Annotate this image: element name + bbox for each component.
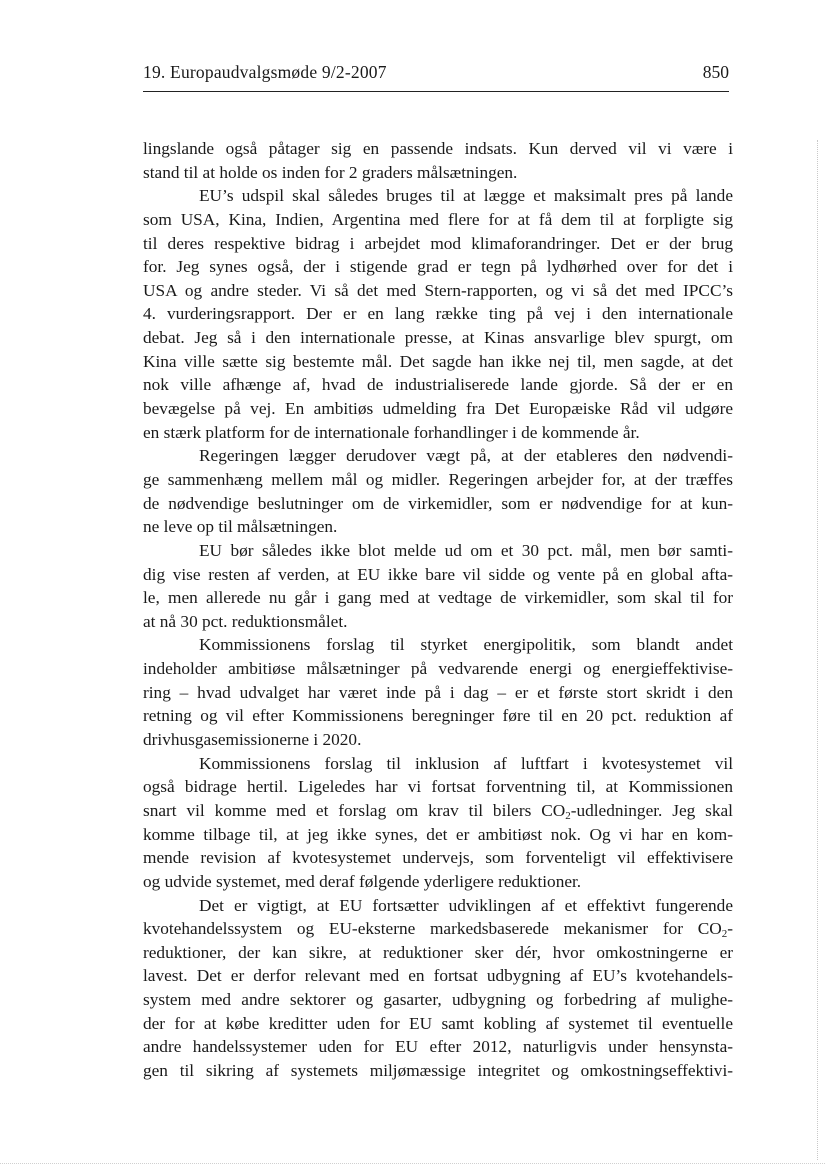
text-line-segment: indeholder ambitiøse målsætninger på vedvarende energi og energieffektivise- [143,659,733,679]
text-line [143,846,733,870]
text-line-segment: til deres respektive bidrag i arbejdet mod klimaforandringer. Det er der brug [143,233,733,253]
page-header [143,60,729,84]
text-line [143,563,733,587]
text-line [143,894,733,918]
text-line-segment: debat. Jeg så i den internationale presse, at Kinas ansvarlige blev spurgt, om [143,328,733,348]
text-line-segment: reduktioner, der kan sikre, at reduktioner sker dér, hvor omkostningerne er [143,942,733,962]
text-line [143,1035,733,1059]
text-line-segment: de nødvendige beslutninger om de virkemidler, som er nødvendige for at kun- [143,493,733,513]
scan-edge-bottom [0,1163,825,1164]
text-line-segment: for. Jeg synes også, der i stigende grad er tegn på lydhørhed over for det i [143,257,733,277]
text-line-segment: EU bør således ikke blot melde ud om et 30 pct. mål, men bør samti- [199,540,733,560]
text-line [143,728,733,752]
text-line-segment: bevægelse på vej. En ambitiøs udmelding fra Det Europæiske Råd vil udgøre [143,399,733,419]
text-line [143,657,733,681]
text-line-segment: som USA, Kina, Indien, Argentina med flere for at få dem til at forpligte sig [143,209,733,229]
text-line-segment: lingslande også påtager sig en passende indsats. Kun derved vil vi være i [143,139,733,158]
text-line-segment: Regeringen lægger derudover vægt på, at der etableres den nødvendi- [199,446,733,466]
text-line-segment: at nå 30 pct. reduktionsmålet. [143,611,348,631]
text-line-segment: ge sammenhæng mellem mål og midler. Regeringen arbejder for, at der træffes [143,469,733,489]
text-line [143,397,733,421]
text-line [143,279,733,303]
text-line [143,161,733,185]
text-line [143,302,733,326]
text-line [143,870,733,894]
text-line [143,326,733,350]
text-line [143,468,733,492]
subscript: 2 [565,809,571,822]
subscript: 2 [721,928,728,941]
text-line [143,610,733,634]
text-line-segment: Kina ville sætte sig bestemte mål. Det sagde han ikke nej til, men sagde, at det [143,351,733,371]
text-line [143,421,733,445]
scan-edge-right [817,140,818,1160]
body-text [143,137,733,1083]
text-line [143,373,733,397]
text-line-segment: komme tilbage til, at jeg ikke synes, det er ambitiøst nok. Og vi har en kom- [143,824,733,844]
text-line [143,255,733,279]
page-number: 850 [702,62,729,82]
text-line-segment: en stærk platform for de internationale forhandlinger i de kommende år. [143,422,640,442]
text-line-segment: - [727,919,733,939]
text-line [143,539,733,563]
text-line-segment: USA og andre steder. Vi så det med Stern-rapporten, og vi så det med IPCC’s [143,280,733,300]
text-line [143,515,733,539]
header-title: 19. Europaudvalgsmøde 9/2-2007 [143,62,387,82]
text-line-segment: andre handelssystemer uden for EU efter 2012, naturligvis under hensynsta- [143,1037,733,1057]
text-line [143,799,733,823]
text-line [143,586,733,610]
text-line [143,444,733,468]
text-line [143,704,733,728]
text-line [143,775,733,799]
text-line [143,681,733,705]
text-line-segment: lavest. Det er derfor relevant med en fortsat udbygning af EU’s kvotehandels- [143,966,733,986]
text-line [143,137,733,161]
text-line-segment: EU’s udspil skal således bruges til at lægge et maksimalt pres på lande [199,186,733,206]
text-line-segment: drivhusgasemissionerne i 2020. [143,730,362,750]
text-line-segment: -udledninger. Jeg skal [570,800,733,820]
text-line [143,964,733,988]
text-line-segment: nok ville afhænge af, hvad de industrialiserede lande gjorde. Så der er en [143,375,733,395]
text-line-segment: gen til sikring af systemets miljømæssige integritet og omkostningseffektivi- [143,1060,733,1080]
text-line-segment: dig vise resten af verden, at EU ikke bare vil sidde og vente på en global afta- [143,564,733,584]
text-line-segment: ne leve op til målsætningen. [143,517,338,537]
text-line-segment: stand til at holde os inden for 2 graders målsætningen. [143,162,518,182]
text-line-segment: der for at købe kreditter uden for EU samt kobling af systemet til eventuelle [143,1013,733,1033]
text-line [143,988,733,1012]
text-line [143,350,733,374]
text-line [143,184,733,208]
header-rule [143,91,729,92]
text-line [143,752,733,776]
text-line-segment: system med andre sektorer og gasarter, udbygning og forbedring af mulighe- [143,990,733,1010]
text-line-segment: le, men allerede nu går i gang med at vedtage de virkemidler, som skal til for [143,588,733,608]
text-line-segment: og udvide systemet, med deraf følgende yderligere reduktioner. [143,871,582,891]
text-line-segment: ring – hvad udvalget har været inde på i dag – er et første stort skridt i den [143,682,733,702]
text-line [143,823,733,847]
text-line-segment: Kommissionens forslag til styrket energipolitik, som blandt andet [199,635,733,655]
text-line-segment: Kommissionens forslag til inklusion af luftfart i kvotesystemet vil [199,753,733,773]
text-line [143,1012,733,1036]
text-line-segment: retning og vil efter Kommissionens beregninger føre til en 20 pct. reduktion af [143,706,733,726]
text-line [143,941,733,965]
text-line-segment: kvotehandelssystem og EU-eksterne markedsbaserede mekanismer for CO [143,919,722,939]
text-line [143,633,733,657]
text-line [143,492,733,516]
text-line-segment: mende revision af kvotesystemet undervejs, som forventeligt vil effektivisere [143,848,733,868]
text-line-segment: snart vil komme med et forslag om krav til bilers CO [143,800,566,820]
text-line-segment: 4. vurderingsrapport. Der er en lang række ting på vej i den internationale [143,304,733,324]
text-line-segment: også bidrage hertil. Ligeledes har vi fortsat forventning til, at Kommissionen [143,777,733,797]
text-line [143,232,733,256]
text-line [143,917,733,941]
text-line [143,1059,733,1083]
text-line [143,208,733,232]
text-line-segment: Det er vigtigt, at EU fortsætter udviklingen af et effektivt fungerende [199,895,733,915]
